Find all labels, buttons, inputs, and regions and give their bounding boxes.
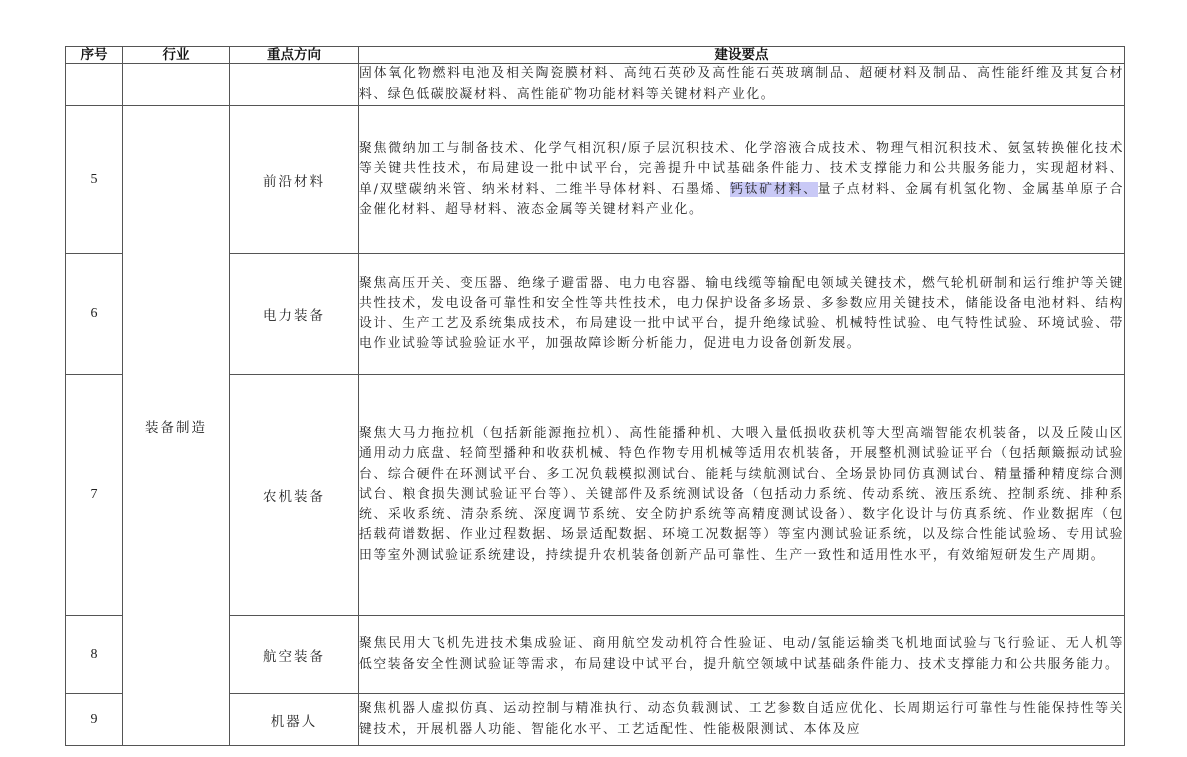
header-number: 序号 <box>66 47 123 64</box>
row-number: 6 <box>66 254 123 375</box>
table-header-row <box>66 47 1125 64</box>
table-row <box>66 64 1125 106</box>
industry-cell-top <box>123 64 230 106</box>
row-points[interactable]: 聚焦民用大飞机先进技术集成验证、商用航空发动机符合性验证、电动/氢能运输类飞机地面试验与飞行验证、无人机等低空装备安全性测试验证等需求，布局建设中试平台，提升航空领域中试基础条件能力、技术支撑能力和公共服务能力。 <box>359 616 1125 694</box>
row-direction <box>230 64 359 106</box>
row-direction: 电力装备 <box>230 254 359 375</box>
row-points[interactable]: 聚焦机器人虚拟仿真、运动控制与精准执行、动态负载测试、工艺参数自适应优化、长周期运行可靠性与性能保持性等关键技术，开展机器人功能、智能化水平、工艺适配性、性能极限测试、本体及应 <box>359 694 1125 746</box>
row-direction: 航空装备 <box>230 616 359 694</box>
points-text: 量子点材料、金属有机氢化物、金属基单原子合金催化材料、超导材料、液态金属等关键材料产业化。 <box>359 181 1124 217</box>
row-number <box>66 64 123 106</box>
row-number: 7 <box>66 375 123 616</box>
header-industry: 行业 <box>123 47 230 64</box>
row-points[interactable] <box>359 106 1125 254</box>
header-direction: 重点方向 <box>230 47 359 64</box>
points-text: 聚焦微纳加工与制备技术、化学气相沉积/原子层沉积技术、化学溶液合成技术、物理气相沉积技术、氨氢转换催化技术等关键共性技术，布局建设一批中试平台，完善提升中试基础条件能力、技术支撑能力和公共服务能力，实现超材料、单/双壁碳纳米管、纳米材料、二维半导体材料、石墨烯、 <box>359 141 1124 197</box>
row-direction: 农机装备 <box>230 375 359 616</box>
row-points[interactable]: 聚焦大马力拖拉机（包括新能源拖拉机）、高性能播种机、大喂入量低损收获机等大型高端智能农机装备，以及丘陵山区通用动力底盘、轻简型播种和收获机械、特色作物专用机械等适用农机装备，开展整机测试验证平台（包括颠簸振动试验台、综合硬件在环测试平台、多工况负载模拟测试台、能耗与续航测试台、全场景协同仿真测试台、精量播种精度综合测试台、粮食损失测试验证平台等）、关键部件及系统测试设备（包括动力系统、传动系统、液压系统、控制系统、排种系统、采收系统、清杂系统、深度调节系统、安全防护系统等高精度测试设备）、数字化设计与仿真系统、作业数据库（包括载荷谱数据、作业过程数据、场景适配数据、环境工况数据等）等室内测试验证系统，以及综合性能试验场、专用试验田等室外测试验证系统建设，持续提升农机装备创新产品可靠性、生产一致性和适用性水平，有效缩短研发生产周期。 <box>359 375 1125 616</box>
row-number: 5 <box>66 106 123 254</box>
row-points[interactable]: 固体氧化物燃料电池及相关陶瓷膜材料、高纯石英砂及高性能石英玻璃制品、超硬材料及制品、高性能纤维及其复合材料、绿色低碳胶凝材料、高性能矿物功能材料等关键材料产业化。 <box>359 64 1125 106</box>
row-number: 8 <box>66 616 123 694</box>
header-points: 建设要点 <box>359 47 1125 64</box>
row-points[interactable]: 聚焦高压开关、变压器、绝缘子避雷器、电力电容器、输电线缆等输配电领域关键技术，燃气轮机研制和运行维护等关键共性技术，发电设备可靠性和安全性等共性技术，电力保护设备多场景、多参数应用关键技术，储能设备电池材料、结构设计、生产工艺及系统集成技术，布局建设一批中试平台，提升绝缘试验、机械特性试验、电气特性试验、环境试验、带电作业试验等试验验证水平，加强故障诊断分析能力，促进电力设备创新发展。 <box>359 254 1125 375</box>
row-direction: 机器人 <box>230 694 359 746</box>
construction-points-table <box>65 46 1125 746</box>
table-row <box>66 106 1125 254</box>
industry-cell: 装备制造 <box>123 106 230 746</box>
row-direction: 前沿材料 <box>230 106 359 254</box>
selected-text-highlight[interactable]: 钙钛矿材料、 <box>730 181 818 197</box>
row-number: 9 <box>66 694 123 746</box>
